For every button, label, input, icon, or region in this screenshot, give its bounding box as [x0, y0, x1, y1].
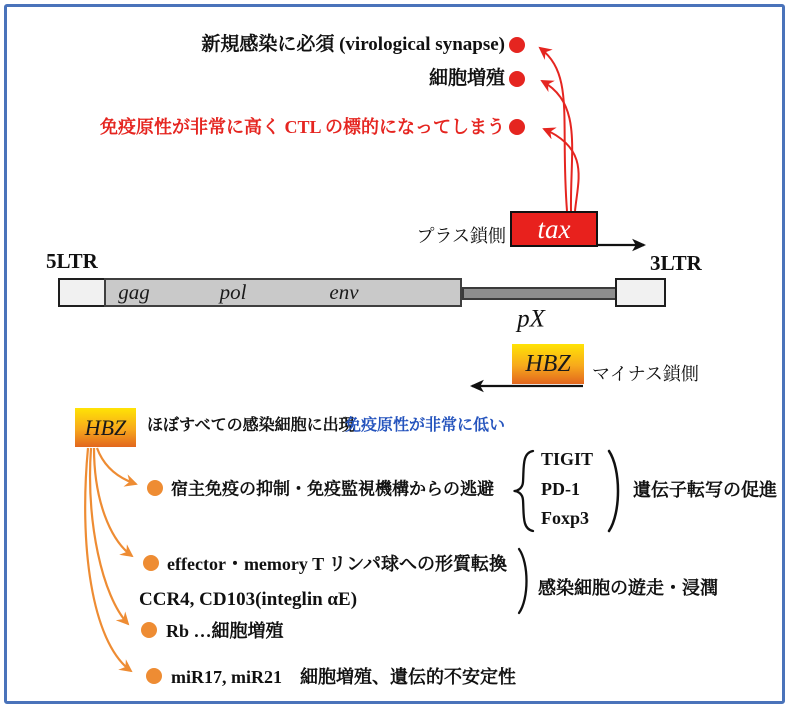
- effect-dot-2: [509, 71, 525, 87]
- item1-target-tigit: TIGIT: [541, 448, 594, 469]
- effect-label-proliferation: 細胞増殖: [428, 68, 505, 90]
- structural-genes-bar: [104, 278, 462, 307]
- tax-gene-box: [510, 211, 598, 247]
- minus-strand-label: マイナス鎖側: [592, 363, 699, 384]
- item1-label: 宿主免疫の抑制・免疫監視機構からの逃避: [171, 479, 494, 499]
- item4-label: miR17, miR21 細胞増殖、遺伝的不安定性: [171, 666, 516, 687]
- px-region-bar: [462, 287, 620, 300]
- item1-result: 遺伝子転写の促進: [633, 479, 777, 500]
- hbz-immunogenicity-note: 免疫原性が非常に低い: [345, 417, 506, 434]
- five-ltr-label: 5LTR: [46, 248, 98, 273]
- three-ltr-label: 3LTR: [650, 250, 702, 275]
- item2-paren: [519, 549, 527, 613]
- item3-label: Rb …細胞増殖: [166, 620, 284, 641]
- plus-strand-label: プラス鎖側: [416, 225, 506, 246]
- tax-gene-label: tax: [537, 213, 571, 244]
- three-ltr-box: [615, 278, 666, 307]
- hbz-item-arrow-4: [85, 448, 131, 671]
- effect-dot-1: [509, 37, 525, 53]
- hbz-expression-note: ほぼすべての感染細胞に出現: [147, 417, 355, 434]
- effect-label-immunogenic: 免疫原性が非常に高く CTL の標的になってしまう: [99, 116, 505, 137]
- item1-target-foxp3: Foxp3: [541, 507, 590, 528]
- item2-line2: CCR4, CD103(integlin αE): [139, 589, 358, 611]
- effect-dot-3: [509, 119, 525, 135]
- hbz-gene-box: [512, 344, 584, 384]
- pol-gene-label: pol: [219, 279, 247, 304]
- targets-brace: [515, 451, 534, 531]
- hbz-gene-label: HBZ: [525, 350, 571, 377]
- item1-bullet: [147, 480, 163, 496]
- hbz-panel-box: [75, 408, 136, 447]
- item2-bullet: [143, 555, 159, 571]
- item3-bullet: [141, 622, 157, 638]
- px-region-label: pX: [517, 305, 545, 333]
- gag-gene-label: gag: [118, 279, 150, 304]
- item4-bullet: [146, 668, 162, 684]
- five-ltr-box: [58, 278, 106, 307]
- env-gene-label: env: [329, 279, 359, 304]
- effect-label-infection: 新規感染に必須 (virological synapse): [201, 34, 505, 56]
- item2-line1: effector・memory T リンパ球への形質転換: [167, 553, 508, 574]
- targets-paren: [609, 451, 618, 531]
- item2-result: 感染細胞の遊走・浸潤: [538, 577, 718, 598]
- hbz-item-arrow-1: [97, 448, 136, 484]
- hbz-item-arrow-2: [94, 448, 132, 556]
- tax-effect-arrow-3: [544, 129, 579, 211]
- item1-target-pd1: PD-1: [541, 478, 580, 499]
- hbz-panel-label: HBZ: [84, 414, 127, 440]
